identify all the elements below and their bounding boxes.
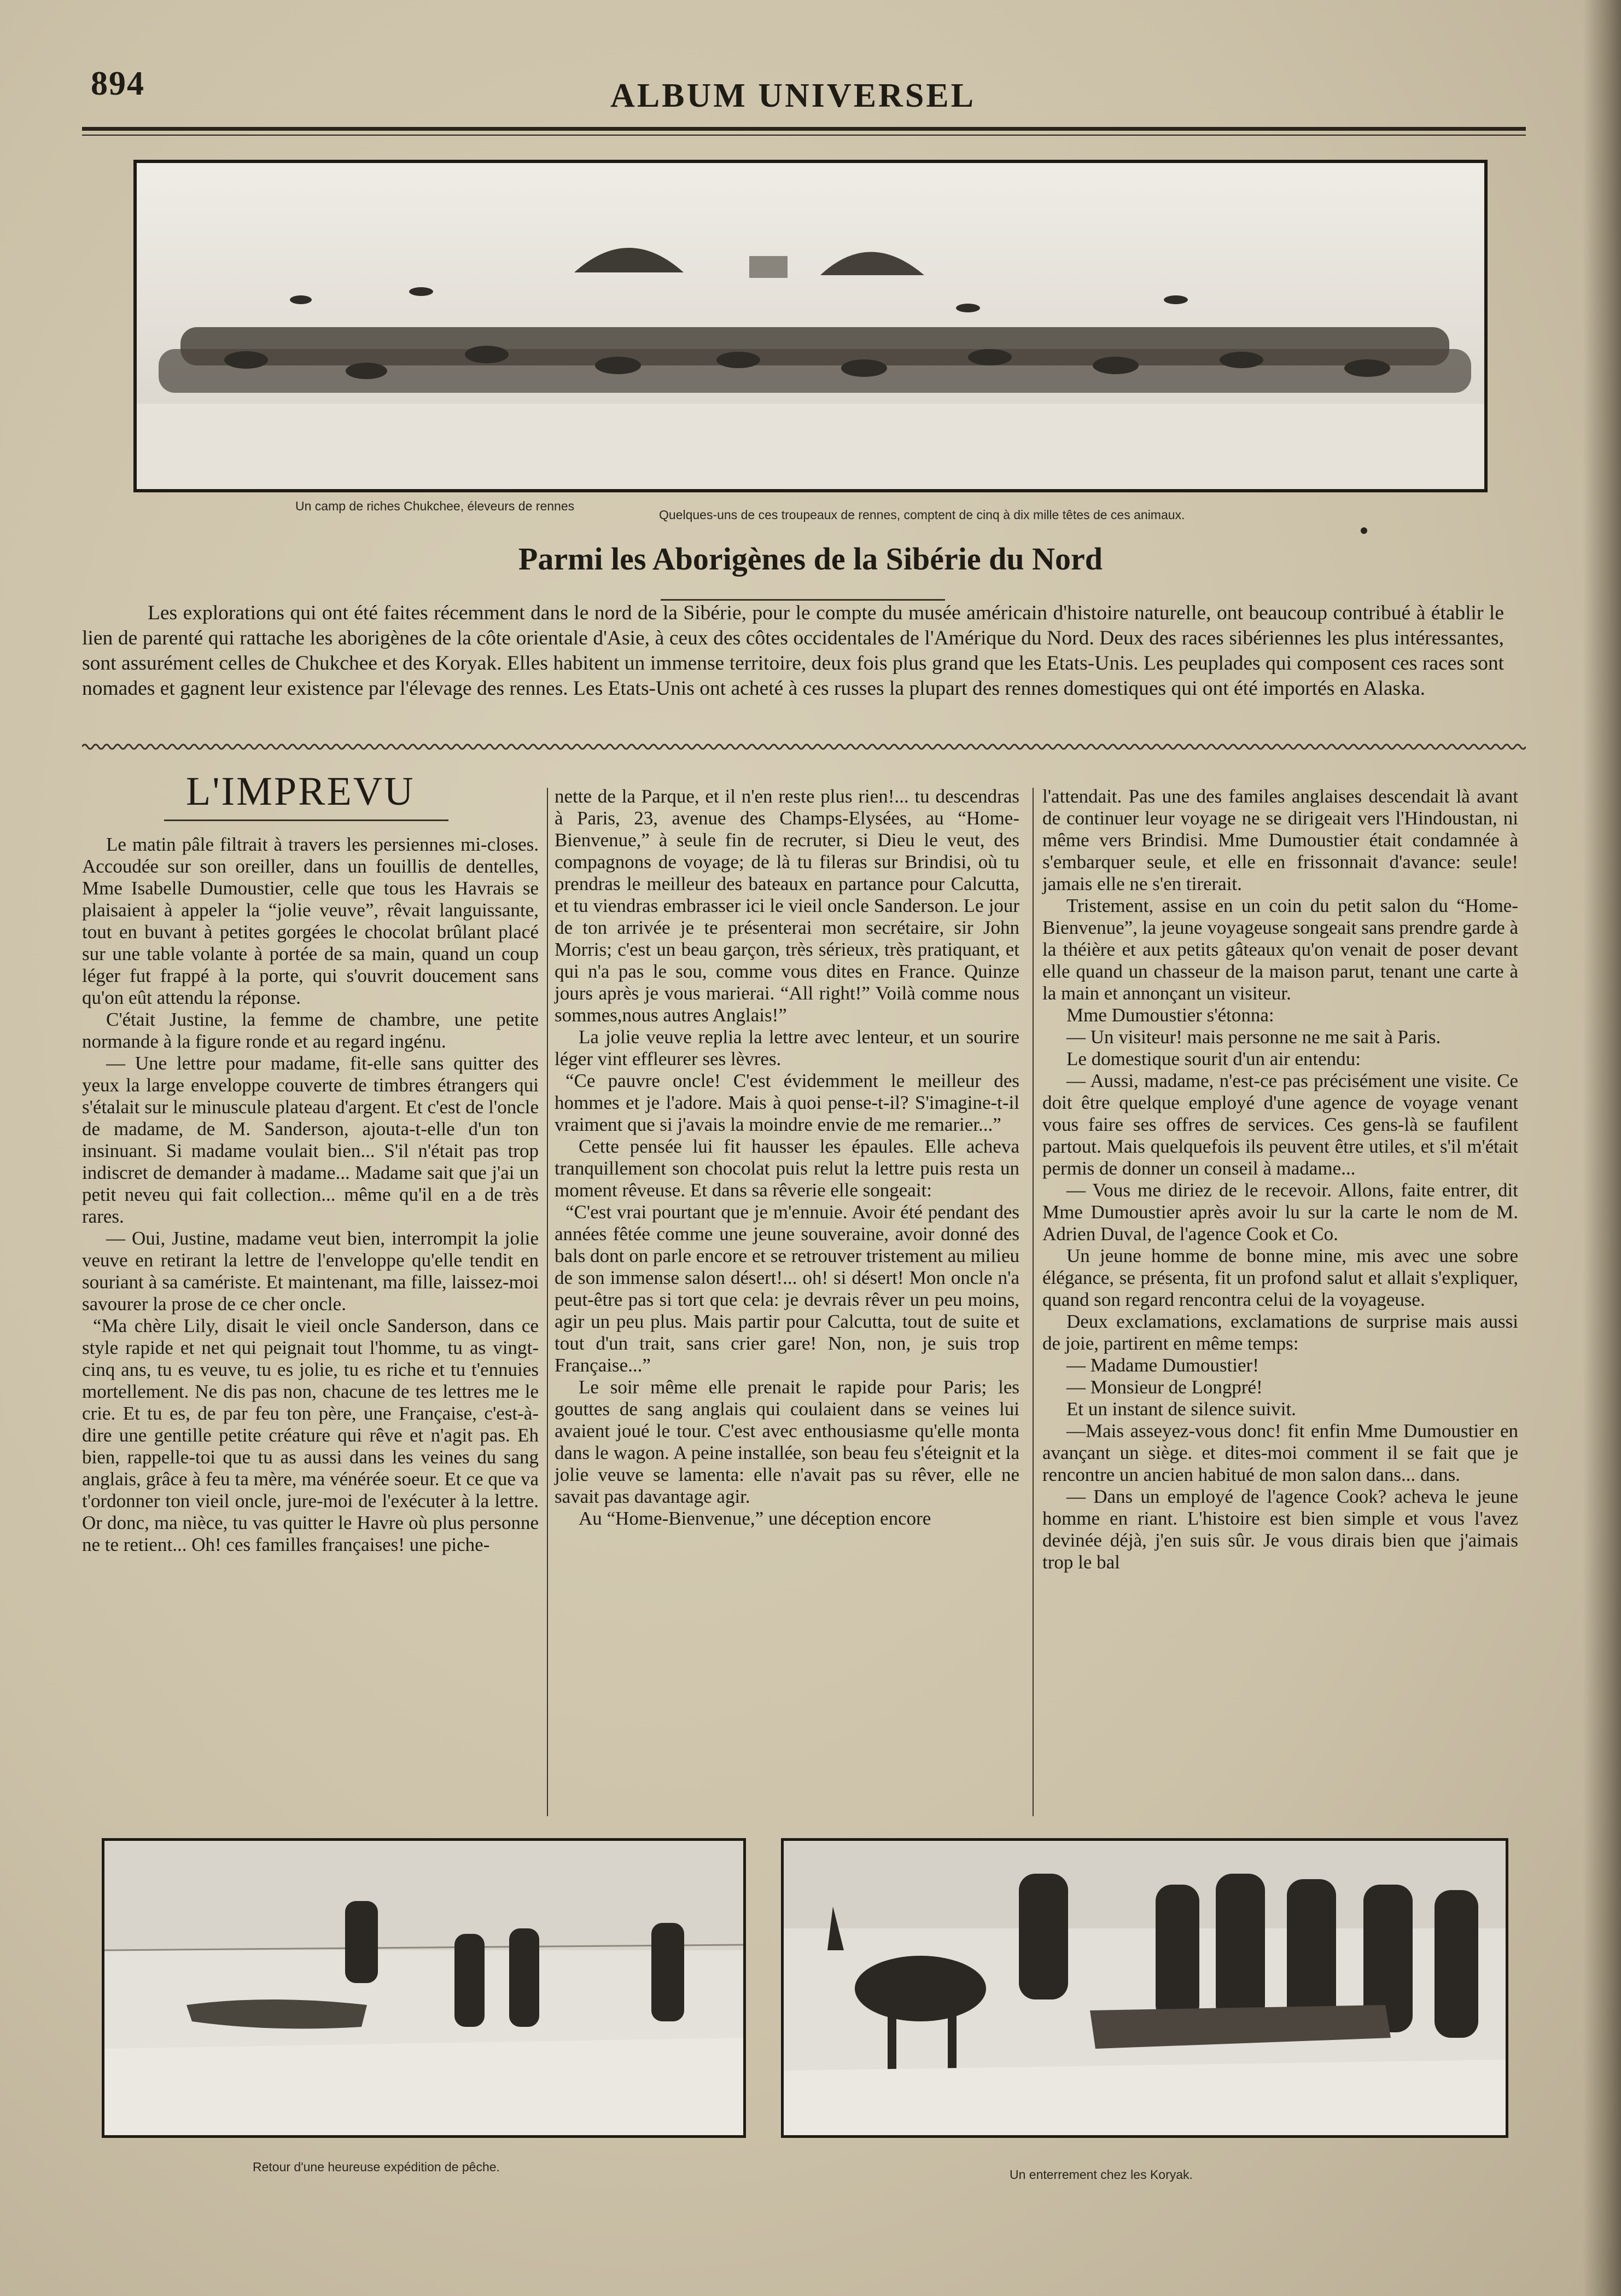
article-headline: Parmi les Aborigènes de la Sibérie du Nord [518, 541, 1103, 577]
koryak-funeral-image [784, 1841, 1506, 2135]
page-number: 894 [91, 65, 145, 102]
story-paragraph: C'était Justine, la femme de chambre, une petite normande à la figure ronde et au regard ingénu. [82, 1009, 539, 1052]
ink-speck [1361, 527, 1367, 534]
header-rule-thick [82, 127, 1526, 131]
koryak-funeral-photo [781, 1838, 1508, 2138]
reindeer-camp-image [137, 163, 1484, 489]
story-paragraph: Un jeune homme de bonne mine, mis avec une sobre élégance, se présenta, fit un profond salut et allait s'expliquer, quand son regard rencontra celui de la voyageuse. [1042, 1245, 1518, 1310]
story-paragraph: “Ma chère Lily, disait le vieil oncle Sanderson, dans ce style rapide et net qui peignait tout l'homme, tu as vingt-cinq ans, tu es veuve, tu es jolie, tu es riche et tu t'ennuies mortellement. Ne dis pas non, chacune de tes lettres me le crie. Et tu es, de par feu ton père, une Française, c'est-à-dire une gentille petite créature qui rêve et n'agit pas. Eh bien, rappelle-toi que tu as aussi dans les veines du sang anglais, grâce à feu ta mère, ma vénérée soeur. Et ce que va t'ordonner ton vieil oncle, jure-moi de l'exécuter à la lettre. Or donc, ma nièce, tu vas quitter le Havre où plus personne ne te retient... Oh! ces familles françaises! une piche- [82, 1315, 539, 1555]
story-title: L'IMPREVU [186, 769, 415, 814]
story-column-3 [1042, 786, 1518, 1573]
story-paragraph: — Vous me diriez de le recevoir. Allons, faite entrer, dit Mme Dumoustier après avoir lu sur la carte le nom de M. Adrien Duval, de l'agence Cook et Co. [1042, 1179, 1518, 1245]
story-paragraph: Tristement, assise en un coin du petit salon du “Home-Bienvenue”, la jeune voyageuse songeait sans prendre garde à la théière et aux petits gâteaux qu'on venait de poser devant elle quand un chasseur de la maison parut, tenant une carte à la main et annonçant un visiteur. [1042, 895, 1518, 1004]
story-paragraph: “C'est vrai pourtant que je m'ennuie. Avoir été pendant des années fêtée comme une jeune souveraine, avoir donné des bals dont on parle encore et se retrouver tristement au milieu de son immense salon désert!... oh! si désert! Mon oncle n'a peut-être pas si tort que cela: je devrais rêver un peu moins, agir un peu plus. Mais partir pour Calcutta, tout de suite et tout d'un trait, sans crier gare! Non, non, je suis trop Française...” [555, 1201, 1019, 1376]
header-rule-thin [82, 135, 1526, 136]
story-paragraph: — Oui, Justine, madame veut bien, interrompit la jolie veuve en retirant la lettre de l'enveloppe qu'elle tendit en souriant à sa camériste. Et maintenant, ma fille, laissez-moi savourer la prose de ce cher oncle. [82, 1228, 539, 1315]
fishing-expedition-photo [102, 1838, 746, 2138]
story-paragraph: Cette pensée lui fit hausser les épaules. Elle acheva tranquillement son chocolat puis relut la lettre puis resta un moment rêveuse. Et dans sa rêverie elle songeait: [555, 1136, 1019, 1201]
top-photo-caption-right: Quelques-uns de ces troupeaux de rennes, comptent de cinq à dix mille têtes de ces animaux. [659, 508, 1185, 522]
bottom-photo-caption-right: Un enterrement chez les Koryak. [1010, 2167, 1193, 2182]
story-paragraph: Le soir même elle prenait le rapide pour Paris; les gouttes de sang anglais qui coulaient dans se veines lui avaient joué le tour. C'est avec enthousiasme qu'elle monta dans le wagon. A peine installée, son beau feu s'éteignit et la jolie veuve se lamenta: elle n'avait pas su rêver, elle ne savait pas davantage agir. [555, 1376, 1019, 1507]
wavy-divider [82, 741, 1526, 752]
story-paragraph: — Une lettre pour madame, fit-elle sans quitter des yeux la large enveloppe couverte de timbres étrangers qui s'étalait sur le minuscule plateau d'argent. Et c'est de l'oncle de madame, de M. Sanderson, ajouta-t-elle d'un ton insinuant. Si madame voulait bien... S'il n'était pas trop indiscret de demander à madame... Madame sait que j'ai un petit neveu qui fait collection... même qu'il en a de très rares. [82, 1053, 539, 1227]
column-rule-1 [547, 788, 548, 1816]
story-paragraph: Au “Home-Bienvenue,” une déception encore [579, 1508, 931, 1529]
story-paragraph: l'attendait. Pas une des familes anglaises descendait là avant de continuer leur voyage ne se dirigeait vers l'Hindoustan, ni même vers Brindisi. Mme Dumoustier était condamnée à s'embarquer seule, et elle en frissonnait d'avance: seule! jamais elle ne s'en tirerait. [1042, 786, 1518, 894]
story-paragraph: Le matin pâle filtrait à travers les persiennes mi-closes. Accoudée sur son oreiller, dans un fouillis de dentelles, Mme Isabelle Dumoustier, celle que tous les Havrais se plaisaient à appeler la “jolie veuve”, rêvait languissante, tout en buvant à petites gorgées le chocolat brûlant placé sur une table volante à portée de sa main, quand un coup léger fut frappé à la porte, qui s'ouvrit doucement sans qu'on eût attendu la réponse. [82, 834, 539, 1008]
story-paragraph: — Madame Dumoustier! [1066, 1355, 1259, 1376]
column-rule-2 [1033, 788, 1034, 1816]
story-title-rule [164, 819, 448, 821]
story-paragraph: Le domestique sourit d'un air entendu: [1066, 1048, 1361, 1069]
page-fold-shadow [1583, 0, 1621, 2296]
story-paragraph: Mme Dumoustier s'étonna: [1066, 1004, 1274, 1026]
story-paragraph: — Aussi, madame, n'est-ce pas précisément une visite. Ce doit être quelque employé d'une agence de voyage venant vous faire ses offres de services. Ces gens-là se faufilent partout. Mais quelquefois ils peuvent être utiles, et s'il m'était permis de donner un conseil à madame... [1042, 1070, 1518, 1179]
story-paragraph: nette de la Parque, et il n'en reste plus rien!... tu descendras à Paris, 23, avenue des Champs-Elysées, au “Home-Bienvenue,” à seule fin de recruter, si Dieu le veut, des compagnons de voyage; de là tu fileras sur Brindisi, où tu prendras le meilleur des bateaux en partance pour Calcutta, et tu viendras embrasser ici le vieil oncle Sanderson. Le jour de ton arrivée je te présenterai mon secrétaire, sir John Morris; c'est un beau garçon, très sérieux, très pratiquant, et qui n'a pas le sou, comme vous dites en France. Quinze jours après je vous marierai. “All right!” Voilà comme nous sommes,nous autres Anglais!” [555, 786, 1019, 1026]
story-paragraph: Deux exclamations, exclamations de surprise mais aussi de joie, partirent en même temps: [1042, 1311, 1518, 1354]
article-intro: Les explorations qui ont été faites récemment dans le nord de la Sibérie, pour le compte du musée américain d'histoire naturelle, ont beaucoup contribué à établir le lien de parenté qui rattache les aborigènes de la côte orientale d'Asie, à ceux des côtes occidentales de l'Amérique du Nord. Deux des races sibériennes les plus intéressantes, sont assurément celles de Chukchee et des Koryak. Elles habitent un immense territoire, deux fois plus grand que les Etats-Unis. Les peuplades qui composent ces races sont nomades et gagnent leur existence par l'élevage des rennes. Les Etats-Unis ont acheté à ces russes la plupart des rennes domestiques qui ont été importés en Alaska. [82, 602, 1504, 700]
story-column-2 [555, 786, 1019, 1530]
story-paragraph: — Un visiteur! mais personne ne me sait à Paris. [1066, 1026, 1441, 1048]
fishing-expedition-image [104, 1841, 743, 2135]
story-paragraph: La jolie veuve replia la lettre avec lenteur, et un sourire léger vint effleurer ses lèvres. [555, 1026, 1019, 1069]
story-paragraph: — Monsieur de Longpré! [1066, 1376, 1263, 1398]
story-paragraph: — Dans un employé de l'agence Cook? acheva le jeune homme en riant. L'histoire est bien simple et vous l'avez devinée déjà, j'en suis sûr. Je vous dirais bien que j'aimais trop le bal [1042, 1486, 1518, 1573]
masthead-title: ALBUM UNIVERSEL [610, 77, 976, 114]
top-photo-caption-left: Un camp de riches Chukchee, éleveurs de rennes [295, 499, 575, 513]
story-column-1 [82, 834, 539, 1556]
story-paragraph: Et un instant de silence suivit. [1066, 1398, 1296, 1420]
bottom-photo-caption-left: Retour d'une heureuse expédition de pêche. [253, 2160, 500, 2174]
story-paragraph: “Ce pauvre oncle! C'est évidemment le meilleur des hommes et je l'adore. Mais à quoi pense-t-il? S'imagine-t-il vraiment que si j'avais la moindre envie de me remarier...” [555, 1070, 1019, 1135]
story-paragraph: —Mais asseyez-vous donc! fit enfin Mme Dumoustier en avançant un siège. et dites-moi comment il se fait que je rencontre un ancien habitué de mon salon dans... dans. [1042, 1420, 1518, 1485]
reindeer-camp-photo [133, 160, 1488, 492]
